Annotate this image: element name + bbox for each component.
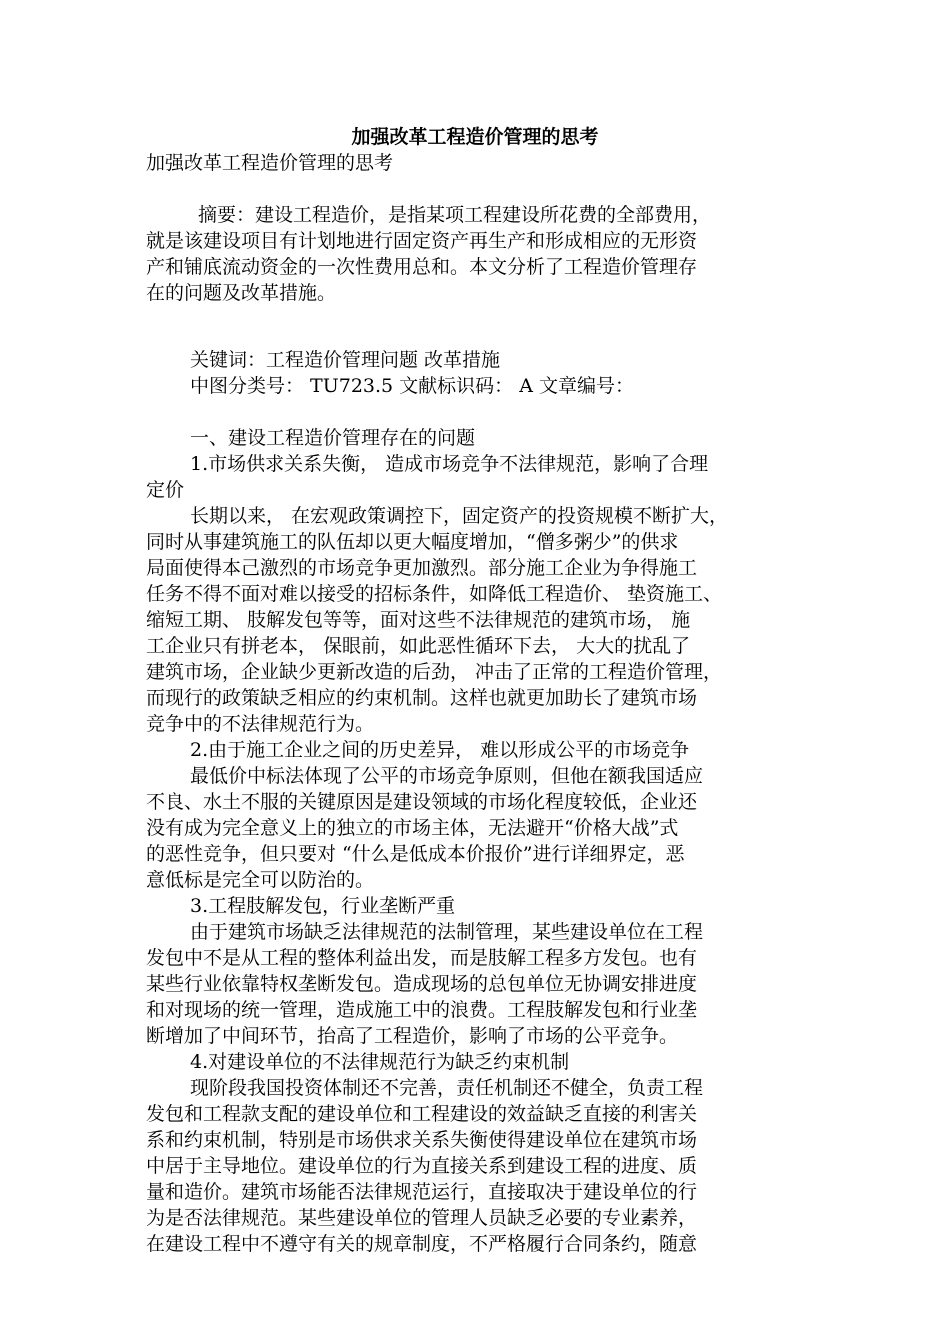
keywords-line: 关键词：工程造价管理问题 改革措施 — [190, 349, 501, 371]
paragraph-line: 某些行业依靠特权垄断发包。造成现场的总包单位无协调安排进度 — [146, 973, 698, 995]
subsection-heading: 4.对建设单位的不法律规范行为缺乏约束机制 — [190, 1051, 570, 1073]
paragraph-line: 意低标是完全可以防治的。 — [146, 869, 375, 891]
abstract-line: 产和铺底流动资金的一次性费用总和。本文分析了工程造价管理存 — [146, 256, 698, 278]
paragraph-line: 没有成为完全意义上的独立的市场主体，无法避开“价格大战”式 — [146, 817, 679, 839]
document-title: 加强改革工程造价管理的思考 — [351, 126, 599, 148]
subsection-heading: 定价 — [146, 479, 185, 501]
subsection-heading: 1.市场供求关系失衡， 造成市场竞争不法律规范，影响了合理 — [190, 453, 709, 475]
paragraph-line: 最低价中标法体现了公平的市场竞争原则，但他在额我国适应 — [190, 765, 704, 787]
abstract-line: 就是该建设项目有计划地进行固定资产再生产和形成相应的无形资 — [146, 230, 698, 252]
paragraph-line: 由于建筑市场缺乏法律规范的法制管理，某些建设单位在工程 — [190, 921, 704, 943]
paragraph-line: 中居于主导地位。建设单位的行为直接关系到建设工程的进度、质 — [146, 1155, 698, 1177]
abstract-line: 在的问题及改革措施。 — [146, 282, 337, 304]
paragraph-line: 断增加了中间环节，抬高了工程造价，影响了市场的公平竞争。 — [146, 1025, 679, 1047]
section-heading: 一、建设工程造价管理存在的问题 — [190, 427, 476, 449]
paragraph-line: 量和造价。建筑市场能否法律规范运行，直接取决于建设单位的行 — [146, 1181, 698, 1203]
subsection-heading: 2.由于施工企业之间的历史差异， 难以形成公平的市场竞争 — [190, 739, 690, 761]
document-subtitle: 加强改革工程造价管理的思考 — [146, 152, 394, 174]
paragraph-line: 不良、水土不服的关键原因是建设领域的市场化程度较低，企业还 — [146, 791, 698, 813]
classification-line: 中图分类号： TU723.5 文献标识码： A 文章编号： — [190, 375, 634, 397]
paragraph-line: 缩短工期、 肢解发包等等，面对这些不法律规范的建筑市场， 施 — [146, 609, 691, 631]
paragraph-line: 而现行的政策缺乏相应的约束机制。这样也就更加助长了建筑市场 — [146, 687, 698, 709]
paragraph-line: 竞争中的不法律规范行为。 — [146, 713, 375, 735]
paragraph-line: 发包中不是从工程的整体利益出发，而是肢解工程多方发包。也有 — [146, 947, 698, 969]
paragraph-line: 局面使得本己激烈的市场竞争更加激烈。部分施工企业为争得施工 — [146, 557, 698, 579]
paragraph-line: 长期以来， 在宏观政策调控下，固定资产的投资规模不断扩大， — [190, 505, 729, 527]
paragraph-line: 发包和工程款支配的建设单位和工程建设的效益缺乏直接的利害关 — [146, 1103, 698, 1125]
paragraph-line: 系和约束机制，特别是市场供求关系失衡使得建设单位在建筑市场 — [146, 1129, 698, 1151]
paragraph-line: 现阶段我国投资体制还不完善，责任机制还不健全，负责工程 — [190, 1077, 704, 1099]
paragraph-line: 在建设工程中不遵守有关的规章制度，不严格履行合同条约，随意 — [146, 1233, 698, 1255]
paragraph-line: 为是否法律规范。某些建设单位的管理人员缺乏必要的专业素养， — [146, 1207, 698, 1229]
abstract-line: 摘要：建设工程造价，是指某项工程建设所花费的全部费用， — [198, 204, 712, 226]
paragraph-line: 同时从事建筑施工的队伍却以更大幅度增加，“僧多粥少”的供求 — [146, 531, 679, 553]
paragraph-line: 任务不得不面对难以接受的招标条件，如降低工程造价、 垫资施工、 — [146, 583, 723, 605]
paragraph-line: 工企业只有拼老本， 保眼前，如此恶性循环下去， 大大的扰乱了 — [146, 635, 691, 657]
paragraph-line: 的恶性竞争，但只要对 “什么是低成本价报价”进行详细界定，恶 — [146, 843, 685, 865]
paragraph-line: 建筑市场，企业缺少更新改造的后劲， 冲击了正常的工程造价管理， — [146, 661, 723, 683]
paragraph-line: 和对现场的统一管理，造成施工中的浪费。工程肢解发包和行业垄 — [146, 999, 698, 1021]
subsection-heading: 3.工程肢解发包，行业垄断严重 — [190, 895, 456, 917]
